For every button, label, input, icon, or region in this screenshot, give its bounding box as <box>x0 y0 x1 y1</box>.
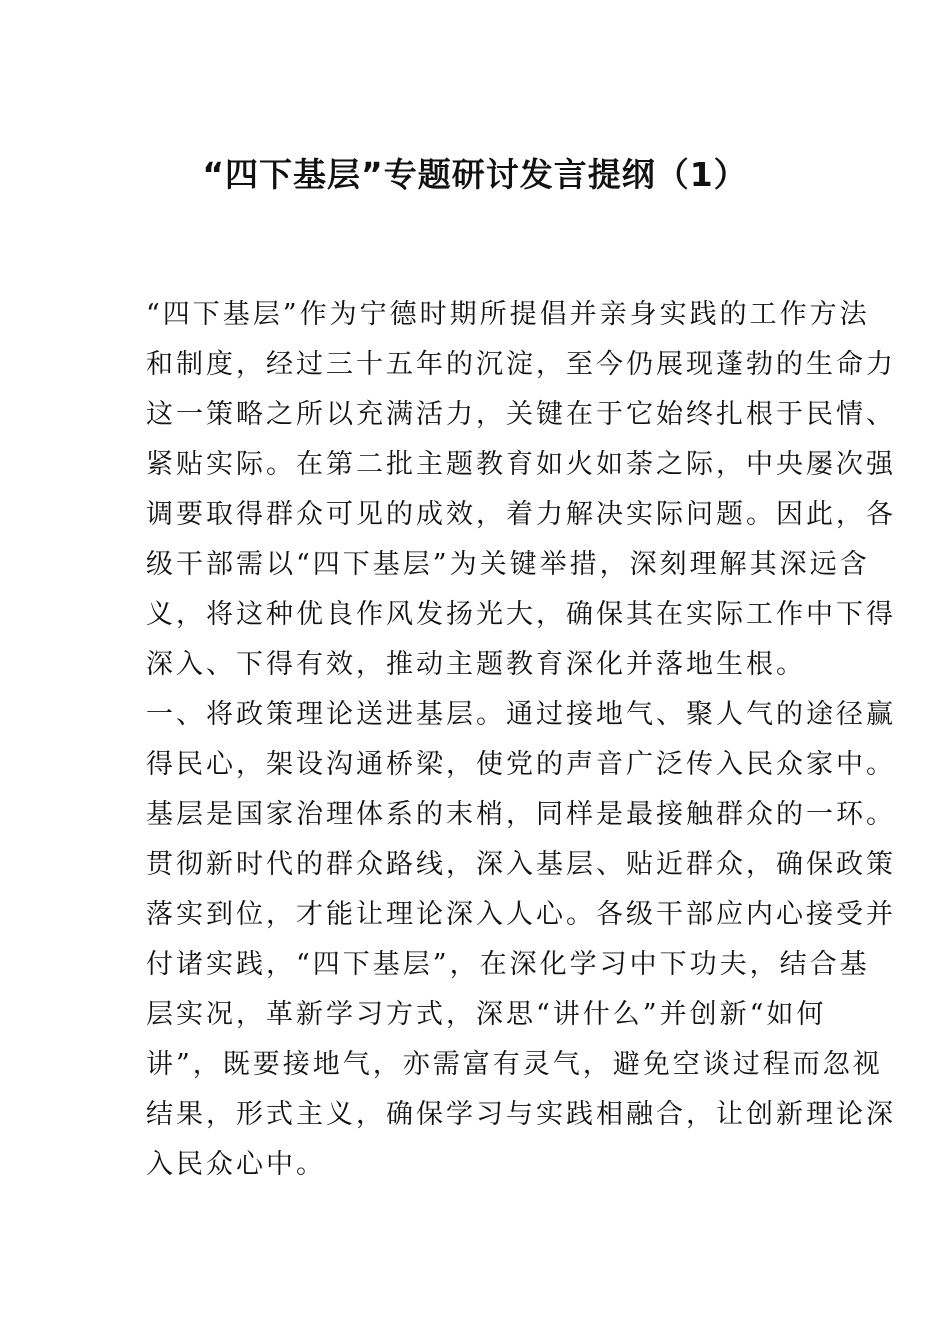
body-line: 一、将政策理论送进基层。通过接地气、聚人气的途径赢 <box>146 699 896 730</box>
body-line: 落实到位，才能让理论深入人心。各级干部应内心接受并 <box>146 899 896 930</box>
body-line: 付诸实践，“四下基层”，在深化学习中下功夫，结合基 <box>146 949 870 980</box>
body-line: 和制度，经过三十五年的沉淀，至今仍展现蓬勃的生命力 <box>146 349 896 380</box>
body-line: 调要取得群众可见的成效，着力解决实际问题。因此，各 <box>146 499 896 530</box>
body-line: 讲”，既要接地气，亦需富有灵气，避免空谈过程而忽视 <box>146 1049 883 1080</box>
body-line: 结果，形式主义，确保学习与实践相融合，让创新理论深 <box>146 1099 896 1130</box>
body-line: “四下基层”作为宁德时期所提倡并亲身实践的工作方法 <box>146 299 870 330</box>
body-line: 入民众心中。 <box>146 1149 326 1180</box>
document-body <box>146 290 896 1190</box>
body-line: 级干部需以“四下基层”为关键举措，深刻理解其深远含 <box>146 549 870 580</box>
body-line: 义，将这种优良作风发扬光大，确保其在实际工作中下得 <box>146 599 896 630</box>
body-line: 基层是国家治理体系的末梢，同样是最接触群众的一环。 <box>146 799 896 830</box>
body-line: 得民心，架设沟通桥梁，使党的声音广泛传入民众家中。 <box>146 749 896 780</box>
body-line: 贯彻新时代的群众路线，深入基层、贴近群众，确保政策 <box>146 849 896 880</box>
body-line: 层实况，革新学习方式，深思“讲什么”并创新“如何 <box>146 999 827 1030</box>
body-line: 这一策略之所以充满活力，关键在于它始终扎根于民情、 <box>146 399 896 430</box>
document-title: “四下基层”专题研讨发言提纲（1） <box>202 155 748 194</box>
body-line: 深入、下得有效，推动主题教育深化并落地生根。 <box>146 649 806 680</box>
body-line: 紧贴实际。在第二批主题教育如火如荼之际，中央屡次强 <box>146 449 896 480</box>
